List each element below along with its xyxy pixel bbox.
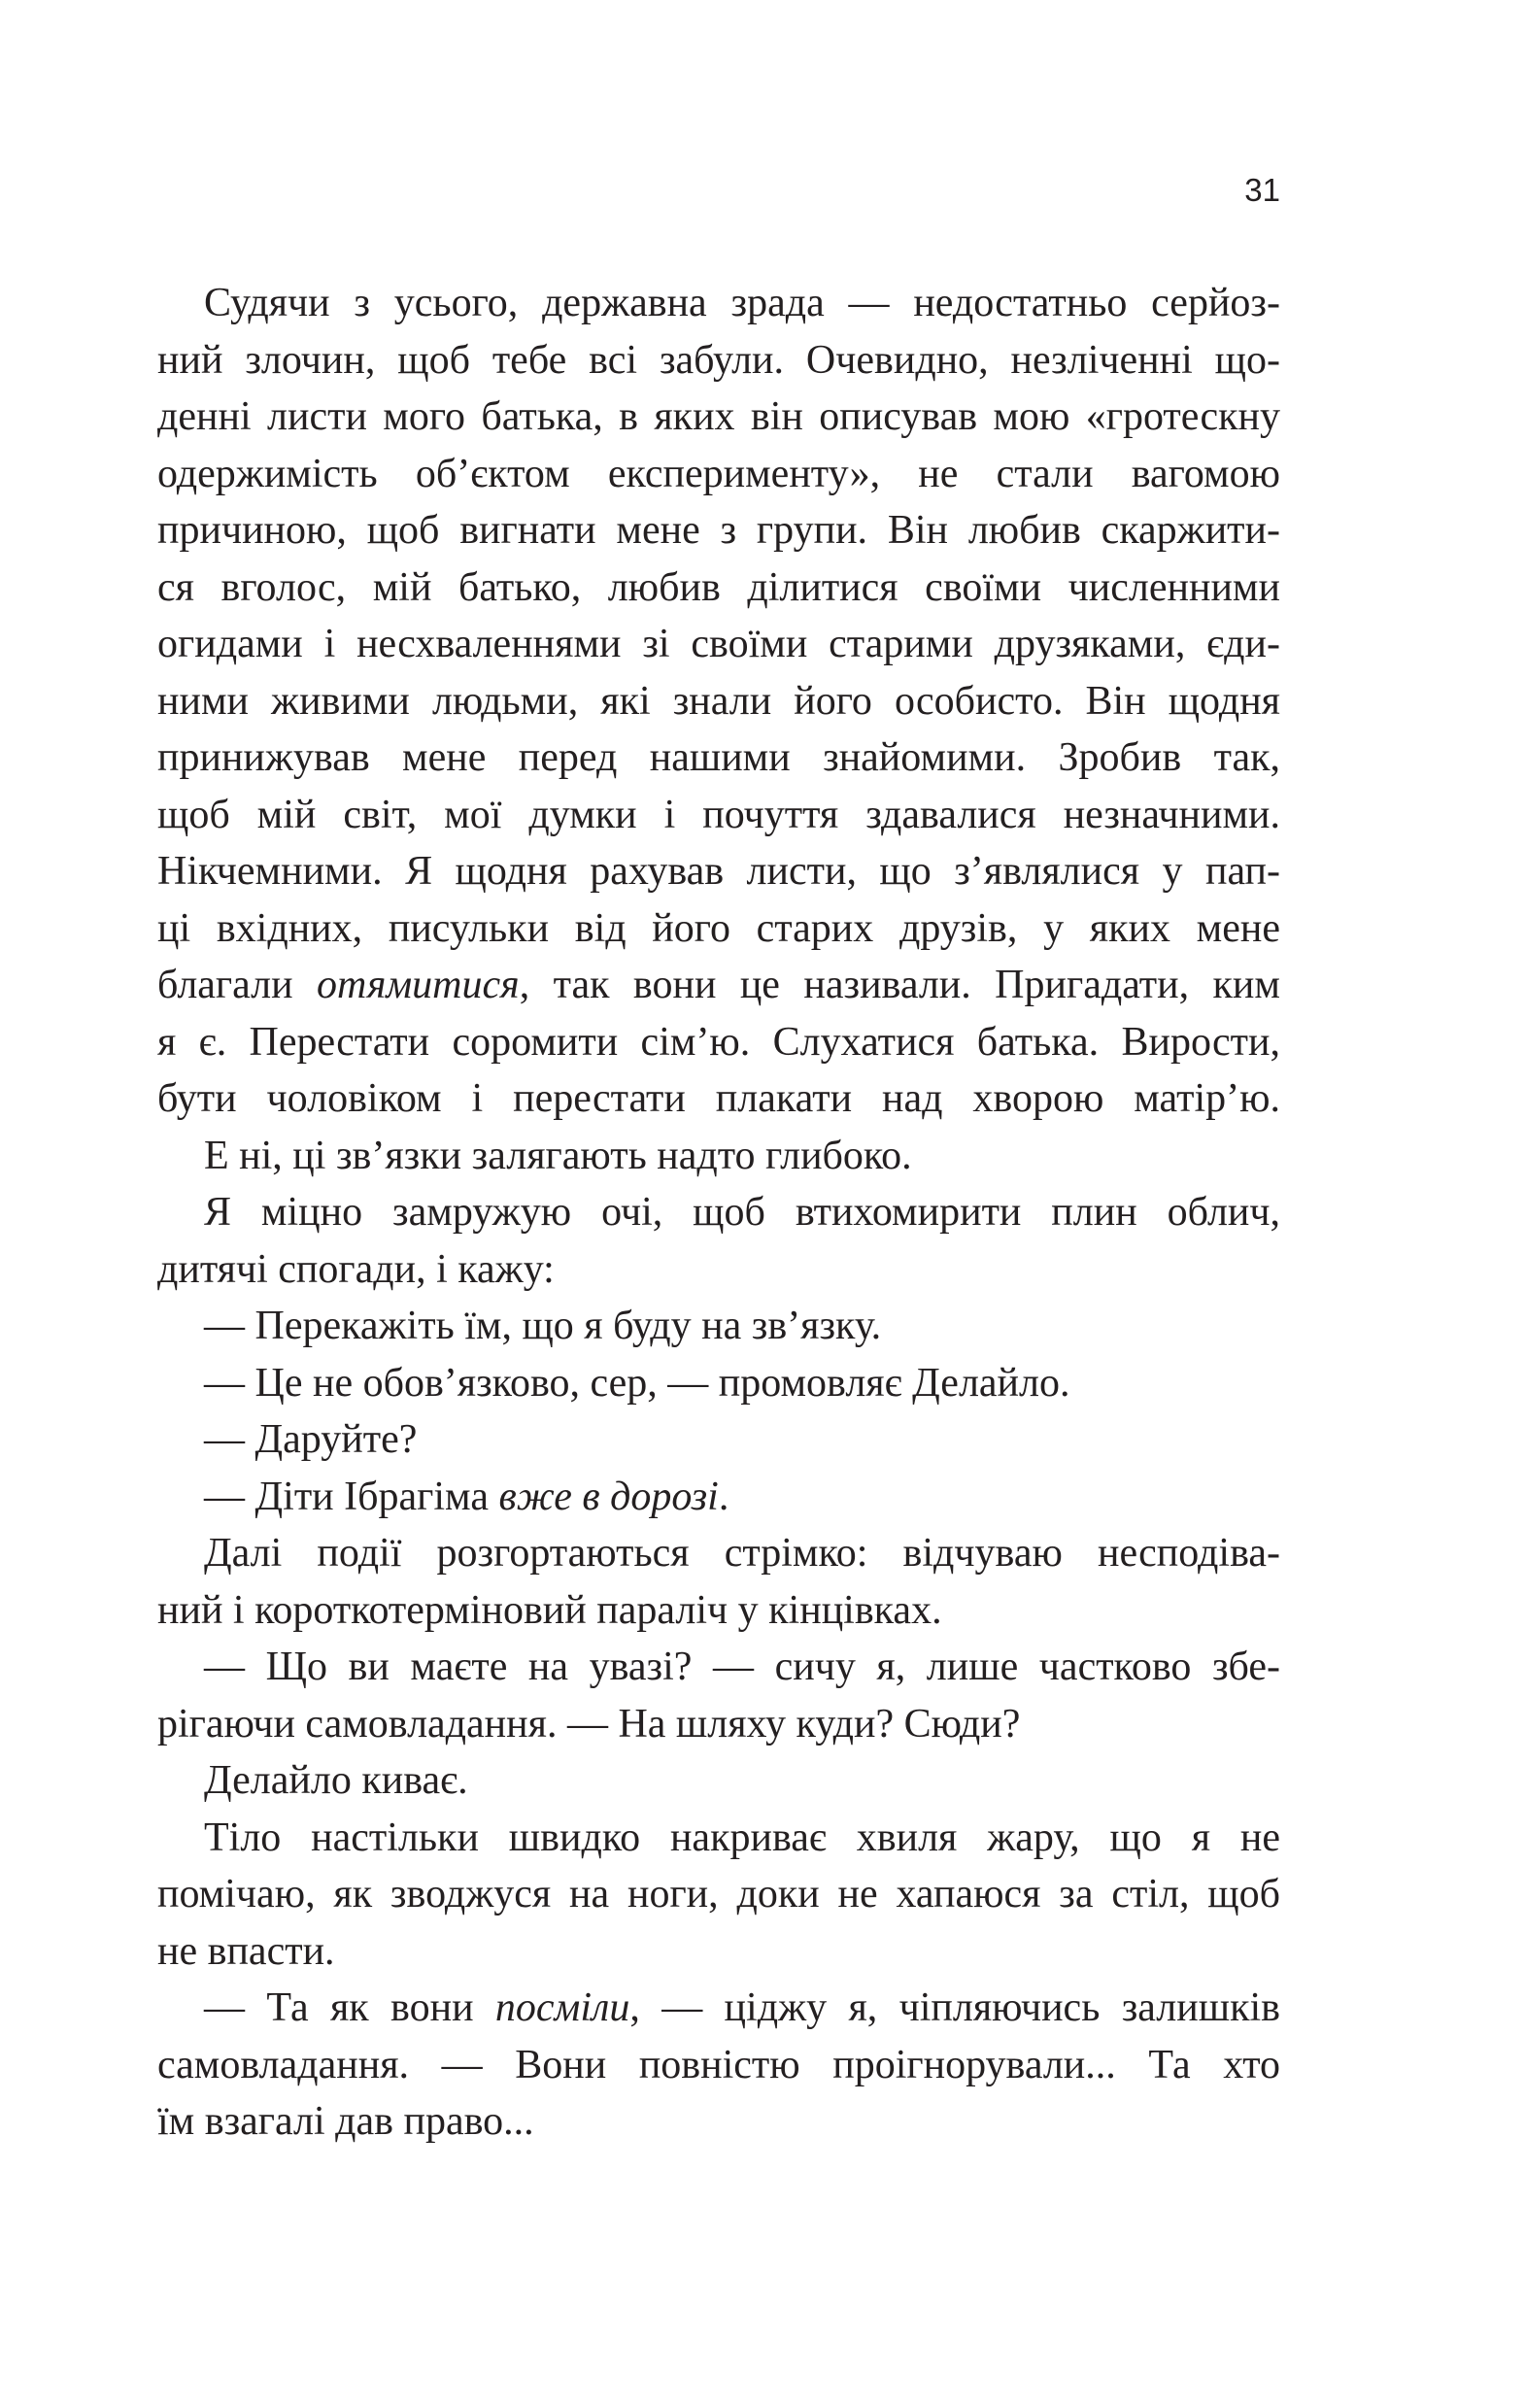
text-line: Тіло настільки швидко накриває хвиля жару, що я не [204, 1814, 1280, 1860]
text-line: Делайло киває. [204, 1758, 468, 1803]
dialogue-line: — Перекажіть їм, що я буду на зв’язку. [204, 1304, 882, 1348]
text-line: ний і короткотерміновий параліч у кінцівках. [157, 1587, 942, 1633]
dialogue-line [157, 1980, 1280, 2037]
text-line: ний злочин, щоб тебе всі забули. Очевидно, незліченні що- [157, 337, 1280, 383]
text-line: ці вхідних, писульки від його старих друзів, у яких мене [157, 905, 1280, 951]
text-line: ними живими людьми, які знали його особисто. Він щодня [157, 678, 1280, 724]
italic-text: отямитися [317, 963, 520, 1007]
text-line: самовладання. — Вони повністю проігнорували... Та хто [157, 2042, 1280, 2087]
text-line: щоб мій світ, мої думки і почуття здавалися незначними. [157, 792, 1280, 837]
italic-text: посміли [494, 1985, 630, 2030]
text-line: бути чоловіком і перестати плакати над хворою матір’ю. [157, 1076, 1280, 1121]
text-fragment: — Та як вони [204, 1985, 495, 2030]
text-line: ся вголос, мій батько, любив ділитися своїми численними [157, 564, 1280, 610]
dialogue-line: — Даруйте? [204, 1417, 418, 1462]
text-line: дитячі спогади, і кажу: [157, 1246, 555, 1292]
text-line: денні листи мого батька, в яких він описував мою «гротескну [157, 394, 1280, 439]
text-line: Нікчемними. Я щодня рахував листи, що з’являлися у пап- [157, 849, 1280, 894]
text-line: я є. Перестати соромити сім’ю. Слухатися батька. Вирости, [157, 1019, 1280, 1065]
dialogue-line [157, 1469, 1280, 1526]
text-line: помічаю, як зводжуся на ноги, доки не хапаюся за стіл, щоб [157, 1872, 1280, 1916]
text-line: огидами і несхваленнями зі своїми старими друзяками, єди- [157, 622, 1280, 666]
text-fragment: благали [157, 963, 318, 1007]
text-line: Е ні, ці зв’язки залягають надто глибоко. [204, 1133, 912, 1178]
italic-text: вже в дорозі [498, 1474, 719, 1519]
text-line: не впасти. [157, 1928, 335, 1974]
text-line: Судячи з усього, державна зрада — недостатньо серйоз- [204, 281, 1280, 325]
dialogue-line: — Це не обов’язково, сер, — промовляє Делайло. [204, 1360, 1070, 1406]
body-text [157, 275, 1280, 2151]
page-number: 31 [1244, 172, 1280, 208]
text-fragment: , — ціджу я, чіпляючись залишків [629, 1985, 1280, 2030]
text-line [157, 957, 1280, 1014]
text-line: їм взагалі дав право... [157, 2099, 534, 2144]
text-line: рігаючи самовладання. — На шляху куди? Сюди? [157, 1701, 1021, 1747]
text-line: Я міцно замружую очі, щоб втихомирити плин облич, [204, 1190, 1280, 1235]
text-fragment: — Діти Ібрагіма [204, 1474, 499, 1519]
text-line: принижував мене перед нашими знайомими. Зробив так, [157, 735, 1280, 780]
text-line: одержимість об’єктом експерименту», не стали вагомою [157, 451, 1280, 496]
text-fragment: , так вони це називали. Пригадати, ким [519, 963, 1280, 1007]
text-line: причиною, щоб вигнати мене з групи. Він любив скаржити- [157, 508, 1280, 553]
dialogue-line: — Що ви маєте на увазі? — сичу я, лише частково збе- [204, 1645, 1280, 1689]
text-line: Далі події розгортаються стрімко: відчуваю несподіва- [204, 1531, 1280, 1576]
text-fragment: . [718, 1474, 729, 1519]
